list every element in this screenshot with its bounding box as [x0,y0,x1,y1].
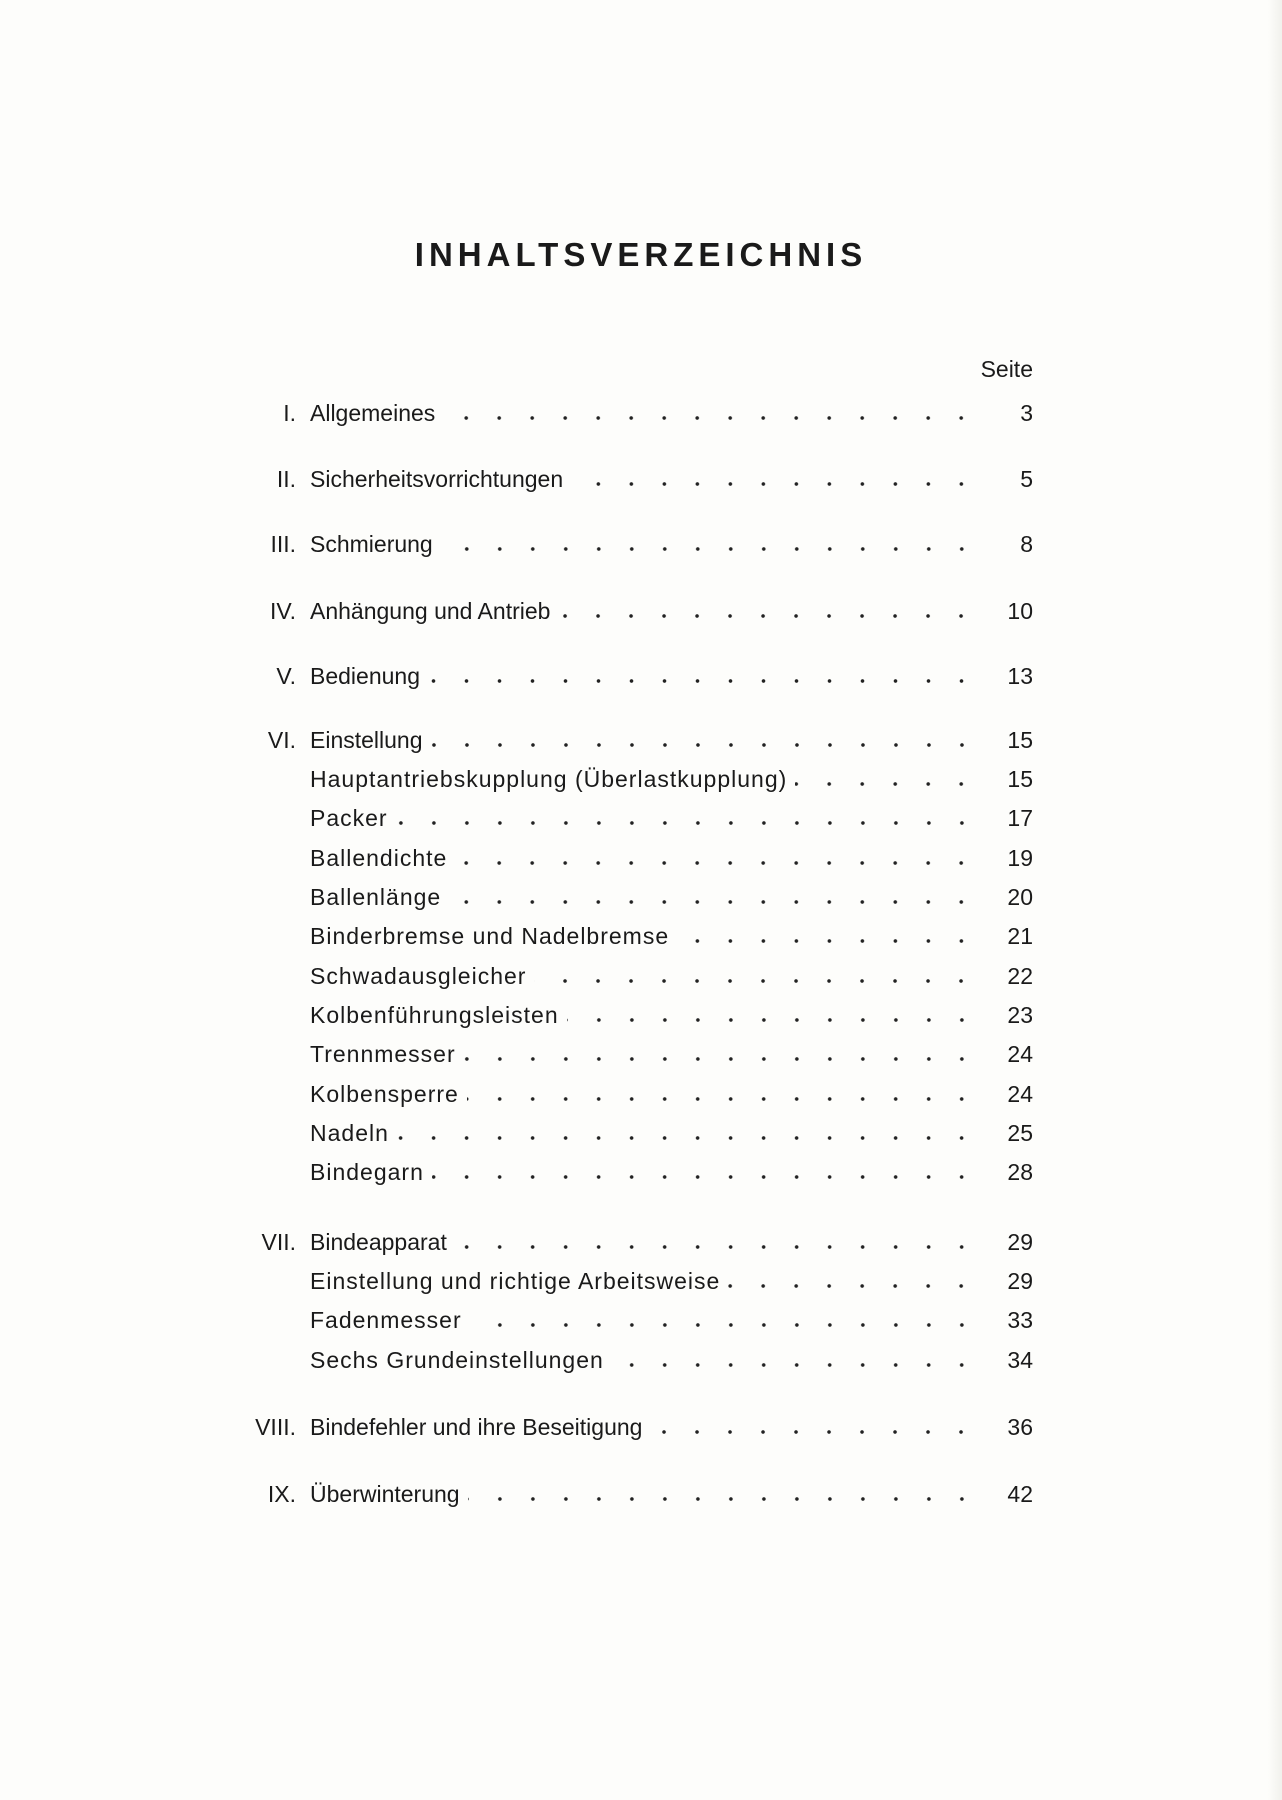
entry-title: Binderbremse und Nadelbremse [310,923,670,949]
dot-leader [432,1157,989,1187]
dot-leader [455,843,989,873]
entry-title: Schwadausgleicher [310,963,527,989]
toc-entry [200,961,1033,991]
dot-leader [612,1345,989,1375]
entry-title: Hauptantriebskupplung (Überlastkupplung) [310,766,788,792]
toc-entry [200,1039,1033,1069]
toc-entry [200,1157,1033,1187]
toc-entry [200,921,1033,951]
toc-entry [200,529,1033,559]
dot-leader [470,1305,989,1335]
chapter-numeral: I. [283,400,296,426]
dot-leader [464,1039,989,1069]
chapter-numeral: II. [276,466,296,492]
entry-title: Anhängung und Antrieb [310,598,551,624]
entry-title: Schmierung [310,531,433,557]
toc-entry [200,1266,1033,1296]
entry-title: Bindefehler und ihre Beseitigung [310,1414,643,1440]
entry-title: Sechs Grundeinstellungen [310,1347,604,1373]
chapter-numeral: V. [276,663,296,689]
entry-title: Sicherheitsvorrichtungen [310,466,564,492]
dot-leader [443,398,989,428]
toc-entry [200,803,1033,833]
page-number: 24 [1007,1041,1033,1067]
dot-leader [650,1412,989,1442]
entry-title: Kolbensperre [310,1081,459,1107]
page-number: 19 [1007,845,1033,871]
toc-entry [200,661,1033,691]
toc-entry [200,398,1033,428]
chapter-numeral: VIII. [255,1414,296,1440]
page-column-label: Seite [980,356,1033,382]
toc-entry [200,1479,1033,1509]
chapter-numeral: IX. [267,1481,296,1507]
page-number: 15 [1007,766,1033,792]
page-number: 17 [1007,805,1033,831]
entry-title: Bindegarn [310,1159,424,1185]
page-number: 22 [1007,963,1033,989]
dot-leader [431,725,989,755]
entry-title: Trennmesser [310,1041,456,1067]
page-number: 33 [1007,1307,1033,1333]
entry-title: Bedienung [310,663,420,689]
toc-entry [200,1227,1033,1257]
toc-entry [200,1412,1033,1442]
page-number: 5 [1020,466,1033,492]
page-number: 29 [1007,1229,1033,1255]
entry-title: Ballendichte [310,845,448,871]
entry-title: Fadenmesser [310,1307,462,1333]
toc-entry [200,1305,1033,1335]
dot-leader [428,661,989,691]
page-number: 28 [1007,1159,1033,1185]
page-number: 23 [1007,1002,1033,1028]
chapter-numeral: III. [270,531,296,557]
toc-entry [200,1079,1033,1109]
dot-leader [396,803,989,833]
entry-title: Kolbenführungsleisten [310,1002,559,1028]
dot-leader [467,1079,989,1109]
page-number: 42 [1007,1481,1033,1507]
toc-entry [200,843,1033,873]
toc-entry [200,1000,1033,1030]
dot-leader [728,1266,989,1296]
dot-leader [449,882,989,912]
dot-leader [455,1227,989,1257]
dot-leader [677,921,989,951]
entry-title: Einstellung und richtige Arbeitsweise [310,1268,721,1294]
page-number: 34 [1007,1347,1033,1373]
chapter-numeral: VII. [261,1229,296,1255]
chapter-numeral: VI. [267,727,296,753]
page-number: 29 [1007,1268,1033,1294]
entry-title: Ballenlänge [310,884,442,910]
page-number: 13 [1007,663,1033,689]
toc-entry [200,764,1033,794]
dot-leader [567,1000,989,1030]
page-number: 8 [1020,531,1033,557]
entry-title: Allgemeines [310,400,436,426]
dot-leader [571,464,989,494]
dot-leader [558,596,989,626]
dot-leader [441,529,989,559]
page-number: 25 [1007,1120,1033,1146]
chapter-numeral: IV. [269,598,296,624]
page-title: INHALTSVERZEICHNIS [414,236,868,273]
page-number: 24 [1007,1081,1033,1107]
page-number: 21 [1007,923,1033,949]
entry-title: Bindeapparat [310,1229,447,1255]
dot-leader [795,764,989,794]
entry-title: Einstellung [310,727,423,753]
toc-entry [200,1118,1033,1148]
toc-entry [200,882,1033,912]
dot-leader [468,1479,989,1509]
toc-entry [200,464,1033,494]
toc-entry [200,1345,1033,1375]
toc-entry [200,596,1033,626]
page-number: 10 [1007,598,1033,624]
page-number: 15 [1007,727,1033,753]
page-number: 20 [1007,884,1033,910]
page-number: 36 [1007,1414,1033,1440]
page-number: 3 [1020,400,1033,426]
entry-title: Überwinterung [310,1481,460,1507]
dot-leader [397,1118,989,1148]
dot-leader [534,961,989,991]
toc-entry [200,725,1033,755]
entry-title: Nadeln [310,1120,389,1146]
entry-title: Packer [310,805,388,831]
